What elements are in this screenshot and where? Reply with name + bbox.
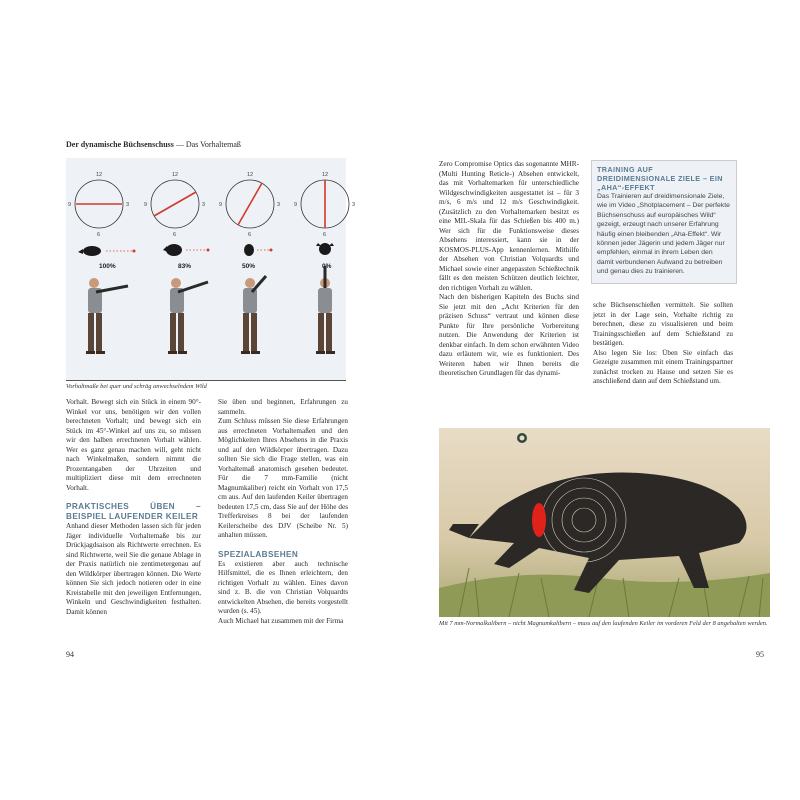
figure2-caption: Mit 7 mm-Normalkalibern – nicht Magnumkalibern – muss auf den laufenden Keiler im vorderen Feld der 8 angehalten werden. (439, 620, 768, 627)
running-head-separator: — (175, 140, 184, 149)
clock1-label-3: 3 (126, 202, 130, 208)
left-column-2 (218, 398, 348, 626)
boar-silhouette-side (78, 246, 136, 256)
clock-diagram-2 (144, 172, 205, 238)
shooter-figure-3 (241, 276, 266, 354)
boar-target-photo (439, 428, 770, 617)
clock2-label-3: 3 (202, 202, 206, 208)
percent-label-50: 50% (242, 263, 256, 270)
shooter-figure-4 (316, 266, 335, 354)
sidebar-heading: TRAINING AUF DREIDIMENSIONALE ZIELE – EIN „AHA“-EFFEKT (597, 165, 723, 192)
left-col2-paragraph-4: Auch Michael hat zusammen mit der Firma (218, 616, 344, 625)
boar-silhouette-steep (244, 244, 273, 256)
clock4-label-6: 6 (323, 232, 327, 238)
angle-figure (66, 158, 356, 380)
clock2-label-6: 6 (173, 232, 177, 238)
clock-diagram-3 (219, 172, 280, 238)
clock4-label-9: 9 (294, 202, 298, 208)
left-col1-paragraph-2: Anhand dieser Methoden lassen sich für jeden Jäger individuelle Vorhaltemaße bis zur Drückjagdsaison als Richtwerte errechnen. Es sind Richtwerte, weil Sie die genaue Ablage in der Praxis natürlich nie zentimetergenau auf den Wildkörper übertragen können. Die Werte können Sie sich jedoch notieren oder in eine Kreistabelle mit den jeweiligen Entfernungen, Winkeln und Geschwindigkeiten festhalten. Damit können (66, 522, 201, 616)
sidebar-text: Das Trainieren auf dreidimensionale Ziele, wie im Video „Shotplacement – Der perfekte Büchsenschuss auf europäisches Wild“ gezeigt, erzeugt nach unserer Erfahrung häufig einen bleibenden „Aha-Effekt“. Wir können jeder Jägerin und jedem Jäger nur empfehlen, einmal in ihrem Leben den damit verbundenen Aufwand zu betreiben und genau dies zu trainieren. (597, 193, 730, 276)
running-head (66, 140, 241, 149)
clock4-label-12: 12 (322, 172, 329, 178)
left-col1-paragraph-1: Vorhalt. Bewegt sich ein Stück in einem 90°-Winkel vor uns, benötigen wir den vollen berechneten Vorhalt; und bewegt sich ein Stück im 45°-Winkel auf uns zu, so müssen wir den halben errechneten Vorhalt wählen. Wer es ganz genau machen will, geht nicht nach Winkelmaßen, sondern nimmt die Prozentangaben der Uhrzeiten und multipliziert diese mit dem errechneten Vorhalt. (66, 398, 201, 492)
left-column-1 (66, 398, 201, 617)
boar-silhouette-angled (163, 244, 210, 256)
clock1-label-12: 12 (96, 172, 103, 178)
clock3-label-12: 12 (247, 172, 254, 178)
sidebar-box (591, 160, 737, 284)
running-head-subtitle: Das Vorhaltemaß (185, 140, 241, 149)
clock-diagram-4 (294, 172, 355, 238)
figure1-caption: Vorhaltmaße bei quer und schräg anwechselndem Wild (66, 383, 207, 390)
percent-label-100: 100% (99, 263, 116, 270)
red-aim-zone (532, 503, 546, 537)
percent-label-0: 0% (322, 263, 332, 270)
figure-rule (66, 380, 346, 381)
shooter-figure-2 (168, 278, 208, 354)
shooter-figure-1 (86, 278, 128, 354)
clock3-label-6: 6 (248, 232, 252, 238)
clock2-label-9: 9 (144, 202, 148, 208)
right-col1-paragraph-1: Zero Compromise Optics das sogenannte MHR- (Multi Hunting Reticle-) Absehen entwickelt, das mit Vorhaltemarken für unterschiedliche Wildgeschwindigkeiten ausgestattet ist – für 3 m/s, 6 m/s und 12 m/s Geschwindigkeit. (Zusätzlich zu den Vorhaltemarken besitzt es eine MIL-Skala für das Schießen bis 400 m.) Wer sich für die Funktionsweise dieses Absehens interessiert, kann sie in der KOSMOS-PLUS-App kennenlernen. Mithilfe der Absehen von Christian Volquardts und Michael sowie einer angepassten Schießtechnik fällt es den meisten Schützen deutlich leichter, den richtigen Vorhalt zu wählen. (439, 160, 579, 292)
page-number-left: 94 (66, 650, 74, 659)
right-column-2 (593, 301, 733, 387)
clock2-label-12: 12 (172, 172, 179, 178)
section-heading-spezialabsehen: SPEZIALABSEHEN (218, 549, 299, 559)
right-col2-paragraph-1: sche Büchsenschießen vermittelt. Sie sollten jetzt in der Lage sein, Vorhalte richtig zu berechnen, diese zu visualisieren und beim Trainingsschießen auf dem Schießstand zu bestätigen. (593, 301, 733, 347)
right-col1-paragraph-2: Nach den bisherigen Kapiteln des Buchs sind Sie jetzt mit den „Acht Kriterien für den präzisen Schuss“ vertraut und können diese Punkte für Ihre persönliche Vorbereitung nutzen. Die Anwendung der Kriterien ist denkbar einfach. In dem schon erwähnten Video dazu erläutern wir, wie es funktioniert. Des Weiteren haben wir Ihnen bereits die theoretischen Grundlagen für das dynami- (439, 293, 579, 377)
section-heading-praktisches-ueben: PRAKTISCHES ÜBEN – BEISPIEL LAUFENDER KEILER (66, 502, 201, 521)
page-number-right: 95 (756, 650, 764, 659)
running-head-title: Der dynamische Büchsenschuss (66, 140, 174, 149)
clock3-label-3: 3 (277, 202, 281, 208)
left-col2-paragraph-3: Es existieren aber auch technische Hilfsmittel, die es Ihnen erleichtern, den richtigen Vorhalt zu wählen. Eines davon sind z. B. die von Christian Volquardts entwickelten Absehen, die bereits vorgestellt wurden (s. 45). (218, 559, 348, 615)
left-col2-paragraph-2: Zum Schluss müssen Sie diese Erfahrungen aus errechneten Vorhaltemaßen und den Möglichkeiten Ihres Absehens in die Praxis und auf den Wildkörper übertragen. Dazu sollten Sie sich die Frage stellen, was ein Vorhaltemaß anatomisch gesehen bedeutet. Für die 7 mm-Familie (nicht Magnumkaliber) reicht ein Vorhalt von 17,5 cm aus. Auf den laufenden Keiler übertragen bedeuten 17,5 cm, dass Sie auf der Höhe des Trefferkreises 8 bei der laufenden Keilerscheibe des DJV (Scheibe Nr. 5) anhalten müssen. (218, 417, 348, 539)
right-column-1 (439, 160, 579, 379)
clock1-label-9: 9 (68, 202, 72, 208)
boar-silhouette-front (316, 243, 334, 255)
percent-label-83: 83% (178, 263, 192, 270)
angle-figure-graphic (66, 158, 356, 380)
target-logo (517, 433, 527, 443)
left-col2-paragraph-1: Sie üben und beginnen, Erfahrungen zu sammeln. (218, 398, 348, 416)
clock-diagram-1 (68, 172, 129, 238)
boar-target-illustration (439, 428, 770, 617)
clock4-label-3: 3 (352, 202, 356, 208)
clock3-label-9: 9 (219, 202, 223, 208)
right-col2-paragraph-2: Also legen Sie los: Üben Sie einfach das Gezeigte zusammen mit einem Trainingspartner zunächst trocken zu Hause und setzen Sie es anschließend dann auf dem Schießstand um. (593, 348, 733, 385)
clock1-label-6: 6 (97, 232, 101, 238)
